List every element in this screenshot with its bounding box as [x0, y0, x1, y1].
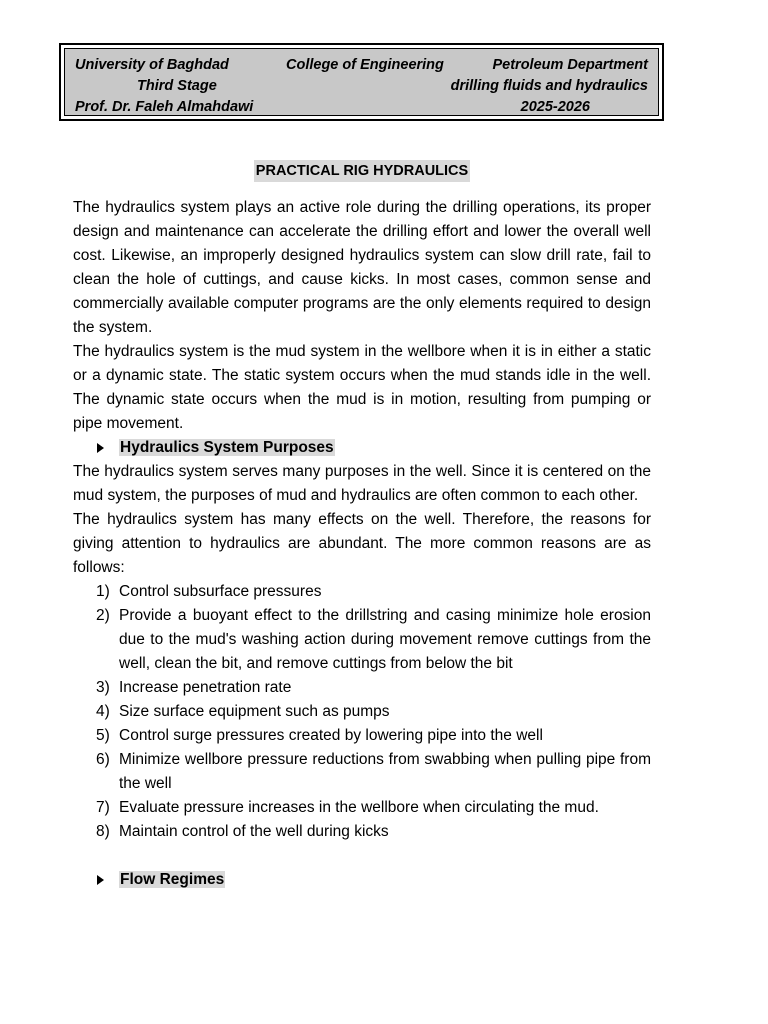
list-item [73, 820, 651, 844]
list-item-number: 7) [96, 799, 110, 816]
list-item-number: 4) [96, 703, 110, 720]
section-heading-flow-regimes [73, 868, 651, 892]
header-row-1 [65, 55, 658, 76]
triangle-bullet-icon [97, 443, 104, 453]
list-item-number: 8) [96, 823, 110, 840]
header-shaded-panel [64, 48, 659, 116]
stage-label: Third Stage [137, 78, 217, 94]
list-item [73, 724, 651, 748]
academic-year: 2025-2026 [520, 99, 590, 115]
purposes-paragraph-2: The hydraulics system has many effects on the well. Therefore, the reasons for giving attention to hydraulics are abundant. The more common reasons are as follows: [73, 511, 651, 576]
list-item-text: Control surge pressures created by lowering pipe into the well [119, 727, 543, 744]
list-item-text: Control subsurface pressures [119, 583, 322, 600]
document-body [73, 196, 651, 892]
university-name: University of Baghdad [75, 57, 229, 73]
reasons-list [73, 580, 651, 844]
list-item [73, 796, 651, 820]
intro-paragraph-1: The hydraulics system plays an active role during the drilling operations, its proper design and maintenance can accelerate the drilling effort and lower the overall well cost. Likewise, an improperly designed hydraulics system can slow drill rate, fail to clean the hole of cuttings, and cause kicks. In most cases, common sense and commercially available computer programs are the only elements required to design the system. [73, 199, 651, 336]
list-item-number: 2) [96, 607, 110, 624]
list-item-text: Provide a buoyant effect to the drillstring and casing minimize hole erosion due to the mud's washing action during movement remove cuttings from the well, clean the bit, and remove cuttings from below the bit [119, 607, 651, 672]
page-title: PRACTICAL RIG HYDRAULICS [254, 160, 470, 182]
purposes-paragraph-1: The hydraulics system serves many purposes in the well. Since it is centered on the mud system, the purposes of mud and hydraulics are often common to each other. [73, 463, 651, 504]
section-heading-label: Flow Regimes [120, 871, 225, 888]
list-item-number: 6) [96, 751, 110, 768]
list-item [73, 580, 651, 604]
course-name: drilling fluids and hydraulics [450, 78, 648, 94]
title-container [0, 160, 724, 182]
professor-name: Prof. Dr. Faleh Almahdawi [75, 99, 254, 115]
document-header [59, 43, 664, 121]
list-item-number: 1) [96, 583, 110, 600]
list-item-number: 5) [96, 727, 110, 744]
list-item-text: Minimize wellbore pressure reductions from swabbing when pulling pipe from the well [119, 751, 651, 792]
list-item-number: 3) [96, 679, 110, 696]
department-name: Petroleum Department [492, 57, 648, 73]
blank-line [73, 844, 651, 868]
triangle-bullet-icon [97, 875, 104, 885]
section-heading-label: Hydraulics System Purposes [120, 439, 334, 456]
list-item [73, 604, 651, 676]
list-item [73, 676, 651, 700]
list-item-text: Increase penetration rate [119, 679, 292, 696]
header-row-3 [65, 97, 658, 118]
list-item-text: Size surface equipment such as pumps [119, 703, 390, 720]
list-item-text: Evaluate pressure increases in the wellbore when circulating the mud. [119, 799, 599, 816]
section-heading-purposes [73, 436, 651, 460]
intro-paragraph-2: The hydraulics system is the mud system in the wellbore when it is in either a static or a dynamic state. The static system occurs when the mud stands idle in the well. The dynamic state occurs when the mud is in motion, resulting from pumping or pipe movement. [73, 343, 651, 432]
list-item [73, 748, 651, 796]
list-item [73, 700, 651, 724]
college-name: College of Engineering [286, 57, 444, 73]
header-row-2 [65, 76, 658, 97]
list-item-text: Maintain control of the well during kicks [119, 823, 389, 840]
